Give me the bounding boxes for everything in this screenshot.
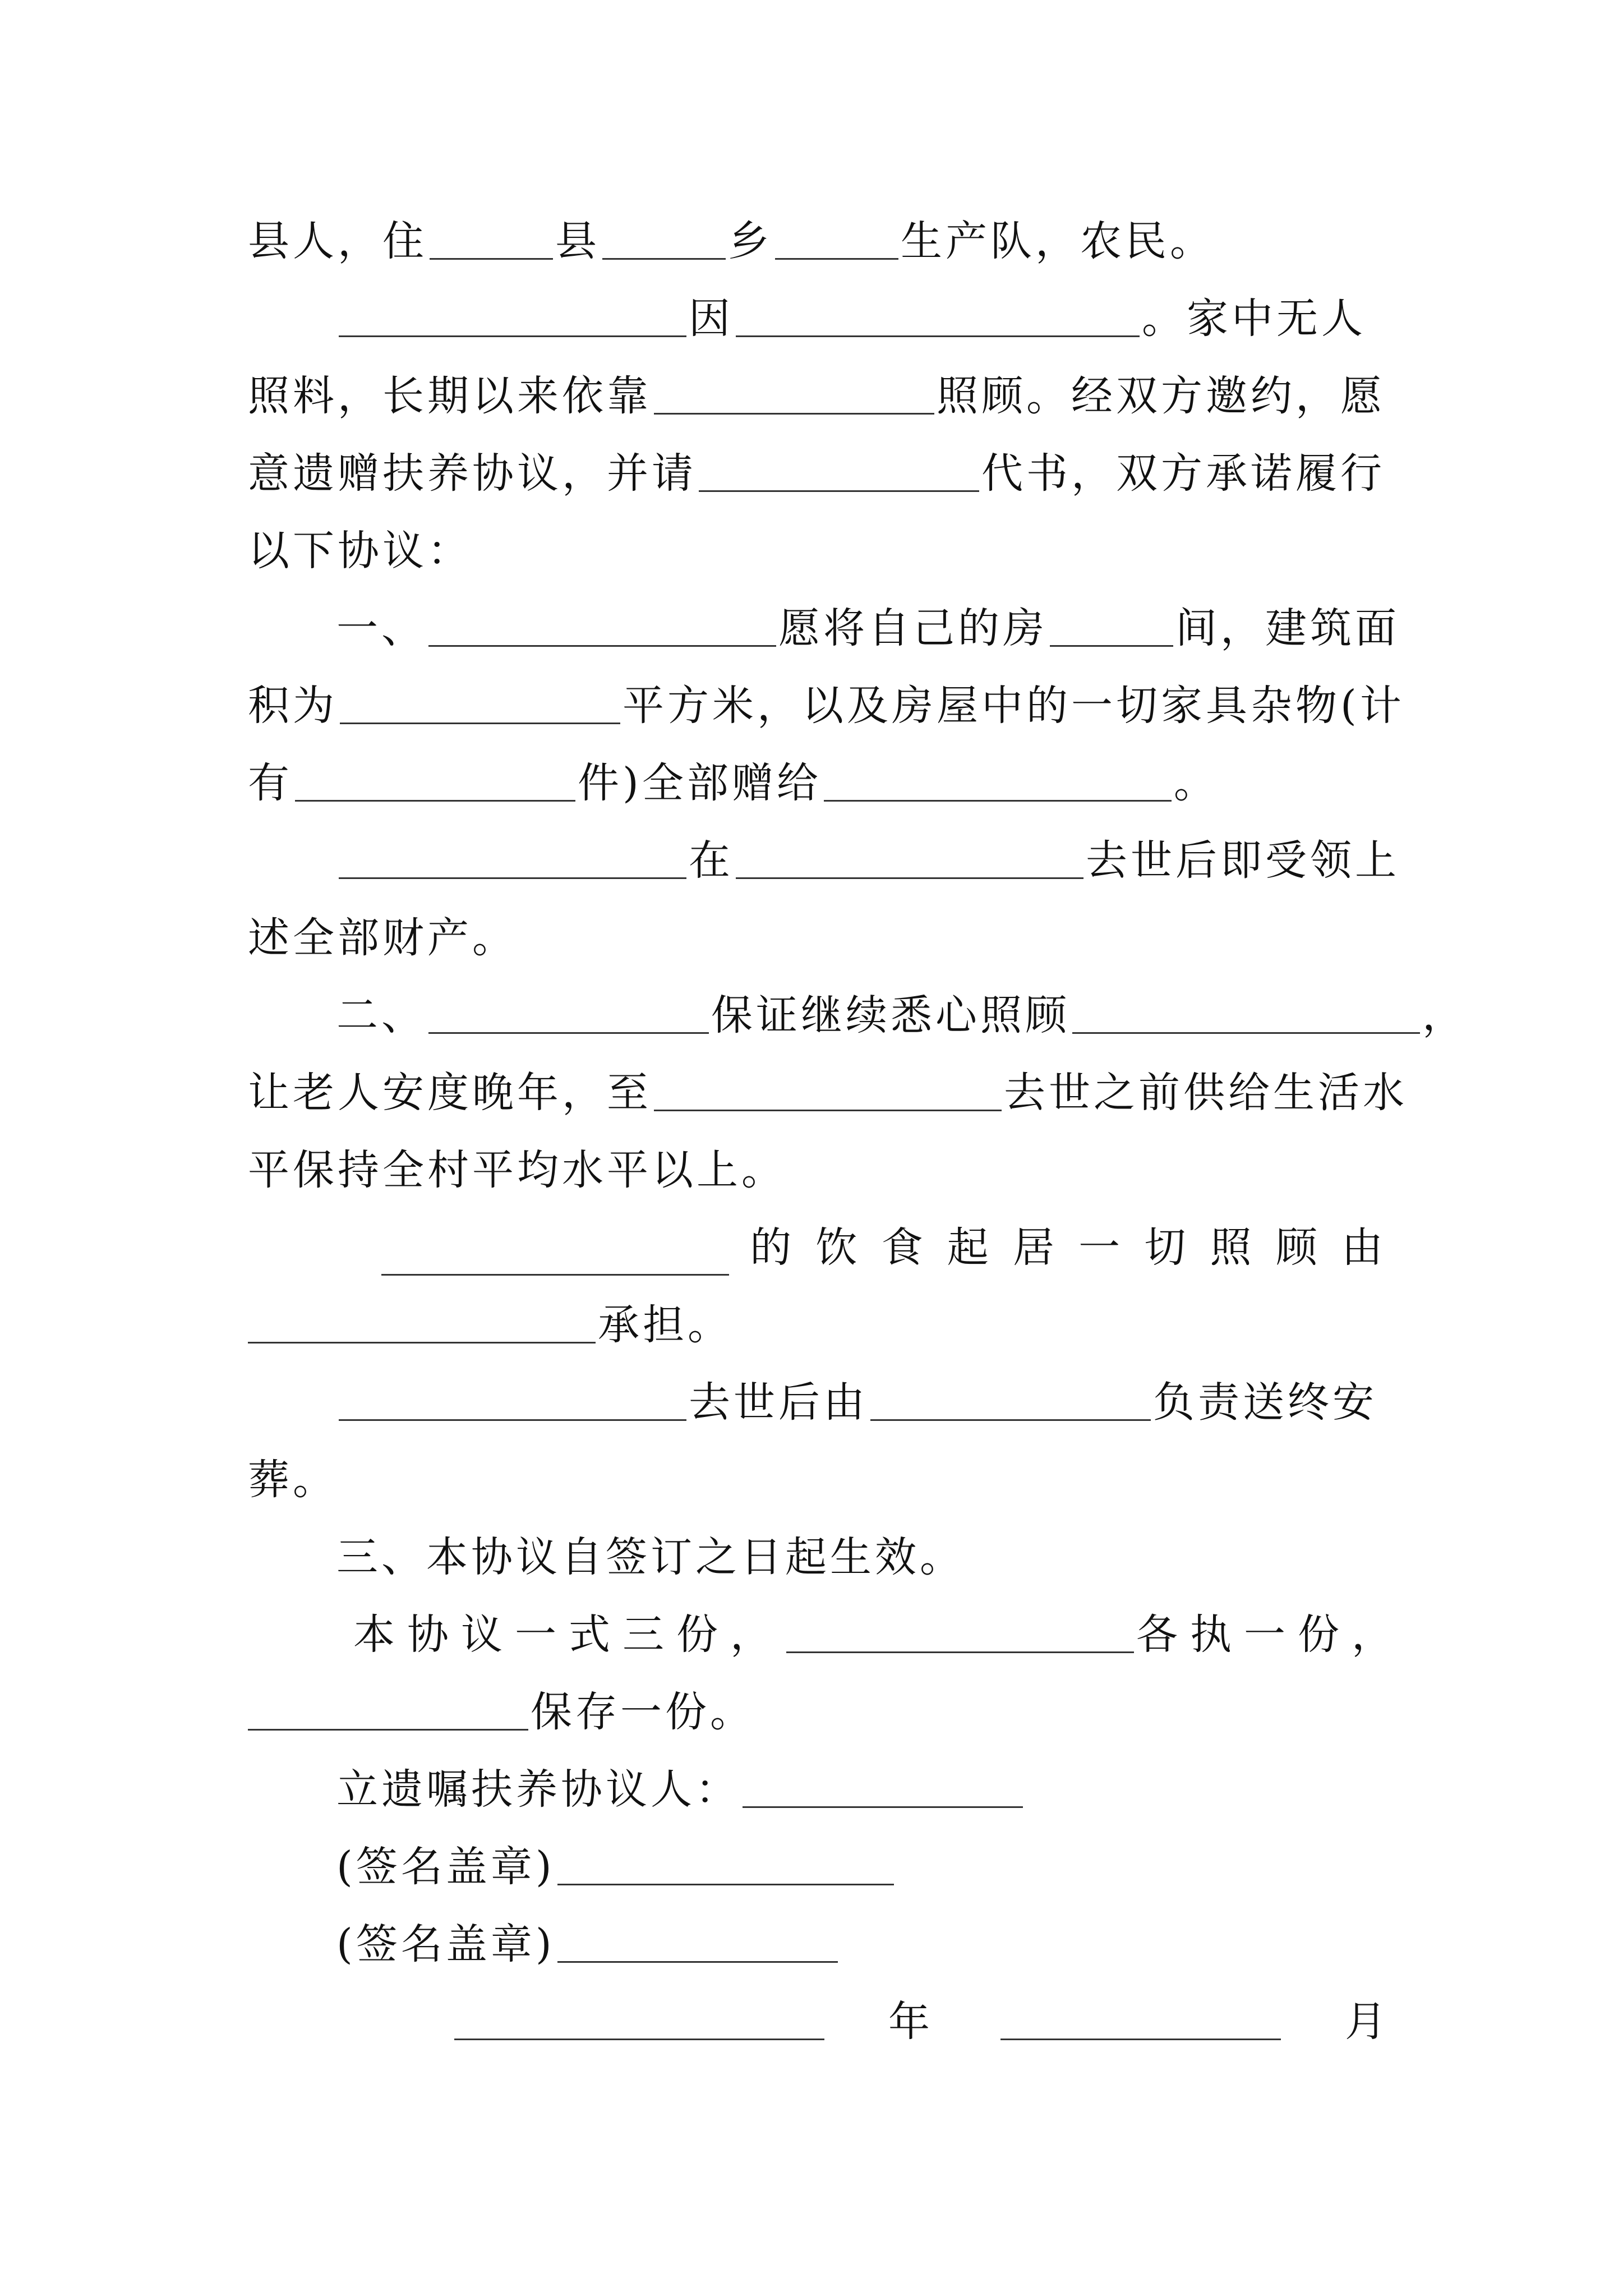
fill-blank <box>381 1235 729 1276</box>
text-segment: 以下协议： <box>248 527 472 575</box>
text-segment: 代书，双方承诺履行 <box>981 449 1385 498</box>
text-line-17 <box>248 1452 1386 1508</box>
text-segment: 积为 <box>248 682 338 730</box>
text-segment: 居 <box>1012 1223 1058 1272</box>
text-line-14 <box>381 1220 1386 1276</box>
fill-blank <box>1072 993 1420 1034</box>
text-segment: 切 <box>1144 1223 1189 1272</box>
text-segment: 保存一份。 <box>531 1688 755 1736</box>
fill-blank <box>786 1612 1134 1653</box>
fill-blank <box>870 1380 1151 1421</box>
text-segment: 平方米，以及房屋中的一切家具杂物(计 <box>623 682 1405 730</box>
text-line-5 <box>248 523 1386 579</box>
text-line-13 <box>248 1142 1386 1198</box>
text-segment: 一 <box>1078 1223 1124 1272</box>
text-segment: 述全部财产。 <box>248 914 517 962</box>
text-segment: 三、本协议自签订之日起生效。 <box>336 1533 965 1581</box>
text-segment: 年 <box>888 1998 933 2046</box>
text-segment: 承担。 <box>598 1301 732 1349</box>
text-line-20 <box>248 1684 1386 1740</box>
fill-blank <box>699 451 979 492</box>
fill-blank <box>339 296 686 337</box>
text-segment: 顾 <box>1275 1223 1321 1272</box>
text-line-3 <box>248 368 1386 424</box>
text-segment: 照料，长期以来依靠 <box>248 372 652 420</box>
fill-blank <box>654 1070 1002 1111</box>
fill-blank <box>248 1690 528 1731</box>
fill-blank <box>557 1844 894 1885</box>
text-segment: 愿将自己的房 <box>778 604 1048 652</box>
fill-blank <box>743 1767 1023 1808</box>
text-segment: 立遗嘱扶养协议人： <box>336 1765 740 1814</box>
text-segment: 。家中无人 <box>1142 295 1366 343</box>
text-segment: 保证继续悉心照顾 <box>711 991 1070 1039</box>
text-segment: 生产队，农民。 <box>901 217 1215 265</box>
text-segment: (签名盖章) <box>336 1843 555 1891</box>
text-segment: 负责送终安 <box>1153 1378 1377 1427</box>
text-segment: 月 <box>1345 1998 1390 2046</box>
text-segment: 去世之前供给生活水 <box>1004 1069 1408 1117</box>
text-segment: 的 <box>750 1223 795 1272</box>
text-segment: 件)全部赠给 <box>578 759 822 807</box>
text-line-8 <box>248 755 1386 811</box>
text-segment: 去世后即受领上 <box>1086 836 1400 885</box>
text-line-7 <box>248 678 1405 734</box>
text-segment: 县 <box>555 217 600 265</box>
text-line-18 <box>336 1529 1386 1585</box>
text-segment: 县人，住 <box>248 217 427 265</box>
text-segment: ， <box>1422 991 1467 1039</box>
text-segment: 。 <box>1173 759 1219 807</box>
text-line-11 <box>336 987 1467 1043</box>
text-line-12 <box>248 1065 1408 1121</box>
text-line-22 <box>336 1839 1386 1895</box>
fill-blank <box>654 374 934 415</box>
text-line-6 <box>336 600 1400 656</box>
text-segment: 间，建筑面 <box>1175 604 1400 652</box>
text-segment: 饮 <box>815 1223 861 1272</box>
text-segment: (签名盖章) <box>336 1920 555 1968</box>
text-segment: 有 <box>248 759 293 807</box>
text-segment: 一、 <box>336 604 426 652</box>
fill-blank <box>824 761 1172 802</box>
text-segment: 食 <box>881 1223 926 1272</box>
fill-blank <box>428 606 776 647</box>
text-line-4 <box>248 445 1386 501</box>
text-segment: 去世后由 <box>689 1378 868 1427</box>
text-segment: 照 <box>1210 1223 1255 1272</box>
fill-blank <box>339 1380 686 1421</box>
text-line-23 <box>336 1916 1386 1972</box>
text-segment: 葬。 <box>248 1456 338 1504</box>
fill-blank <box>736 838 1083 879</box>
text-segment: 起 <box>947 1223 992 1272</box>
text-segment: 照顾。经双方邀约，愿 <box>937 372 1385 420</box>
text-segment: 由 <box>1341 1223 1386 1272</box>
text-line-16 <box>336 1374 1386 1430</box>
fill-blank <box>775 219 898 260</box>
text-segment: 在 <box>689 836 734 885</box>
fill-blank <box>1000 1999 1281 2040</box>
fill-blank <box>736 296 1140 337</box>
text-segment: 意遗赠扶养协议，并请 <box>248 449 697 498</box>
fill-blank <box>454 1999 824 2040</box>
text-segment: 二、 <box>336 991 426 1039</box>
fill-blank <box>339 838 686 879</box>
text-segment: 本协议一式三份， <box>353 1611 784 1659</box>
text-line-1 <box>248 213 1386 269</box>
text-segment: 让老人安度晚年，至 <box>248 1069 652 1117</box>
text-line-2 <box>336 291 1386 347</box>
text-segment: 乡 <box>728 217 773 265</box>
text-line-21 <box>336 1761 1386 1818</box>
fill-blank <box>557 1922 838 1963</box>
fill-blank <box>1050 606 1173 647</box>
text-segment: 各执一份， <box>1136 1611 1405 1659</box>
fill-blank <box>295 761 575 802</box>
text-line-10 <box>248 910 1386 966</box>
fill-blank <box>248 1303 596 1343</box>
text-line-19 <box>353 1607 1405 1663</box>
fill-blank <box>428 993 709 1034</box>
text-line-24 <box>454 1994 1390 2050</box>
fill-blank <box>430 219 553 260</box>
fill-blank <box>602 219 726 260</box>
text-line-9 <box>336 832 1400 889</box>
text-line-15 <box>248 1297 1386 1353</box>
text-segment: 平保持全村平均水平以上。 <box>248 1146 786 1194</box>
text-segment: 因 <box>689 295 734 343</box>
fill-blank <box>340 683 620 724</box>
